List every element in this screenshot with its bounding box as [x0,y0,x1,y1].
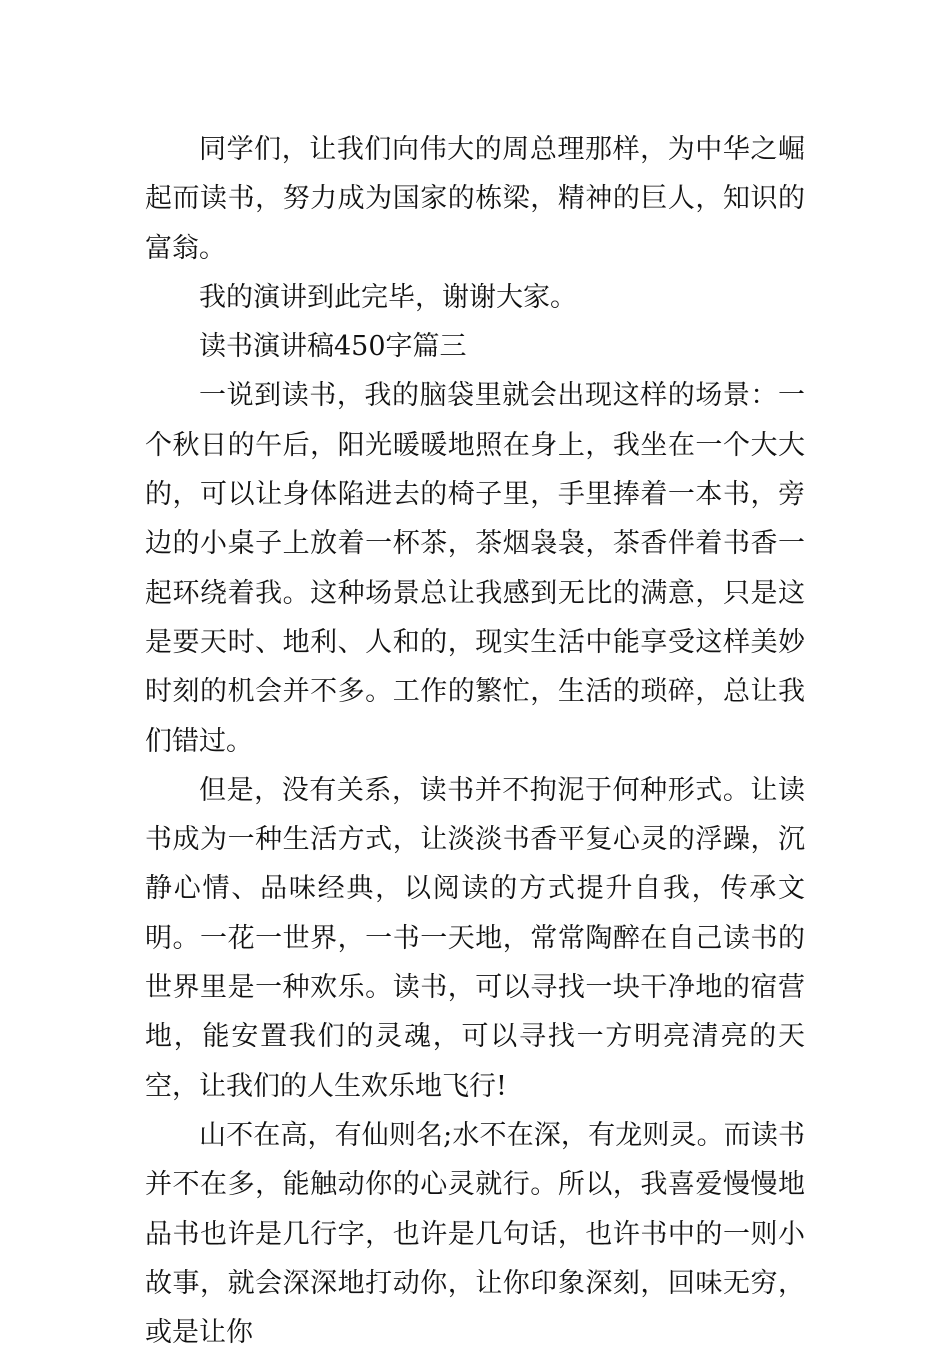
paragraph-thanks: 我的演讲到此完毕，谢谢大家。 [199,281,577,313]
paragraph-reading-scene: 一说到读书，我的脑袋里就会出现这样的场景：一个秋日的午后，阳光暖暖地照在身上，我坐在一个大大的，可以让身体陷进去的椅子里，手里捧着一本书，旁边的小桌子上放着一杯茶，茶烟袅袅，茶香伴着书香一起环绕着我。这种场景总让我感到无比的满意，只是这是要天时、地利、人和的，现实生活中能享受这样美妙时刻的机会并不多。工作的繁忙，生活的琐碎，总让我们错过。 [145,380,805,757]
document-page [145,125,805,1357]
section-heading: 读书演讲稿450字篇三 [199,331,467,363]
paragraph-closing-call: 同学们，让我们向伟大的周总理那样，为中华之崛起而读书，努力成为国家的栋梁，精神的巨人，知识的富翁。 [145,134,805,264]
paragraph-mountain-proverb: 山不在高，有仙则名;水不在深，有龙则灵。而读书并不在多，能触动你的心灵就行。所以，我喜爱慢慢地品书也许是几行字，也许是几句话，也许书中的一则小故事，就会深深地打动你，让你印象深刻，回味无穷，或是让你 [145,1119,805,1349]
paragraph-reading-lifestyle: 但是，没有关系，读书并不拘泥于何种形式。让读书成为一种生活方式，让淡淡书香平复心灵的浮躁，沉静心情、品味经典，以阅读的方式提升自我，传承文明。一花一世界，一书一天地，常常陶醉在自己读书的世界里是一种欢乐。读书，可以寻找一块干净地的宿营地，能安置我们的灵魂，可以寻找一方明亮清亮的天空，让我们的人生欢乐地飞行! [145,774,805,1102]
